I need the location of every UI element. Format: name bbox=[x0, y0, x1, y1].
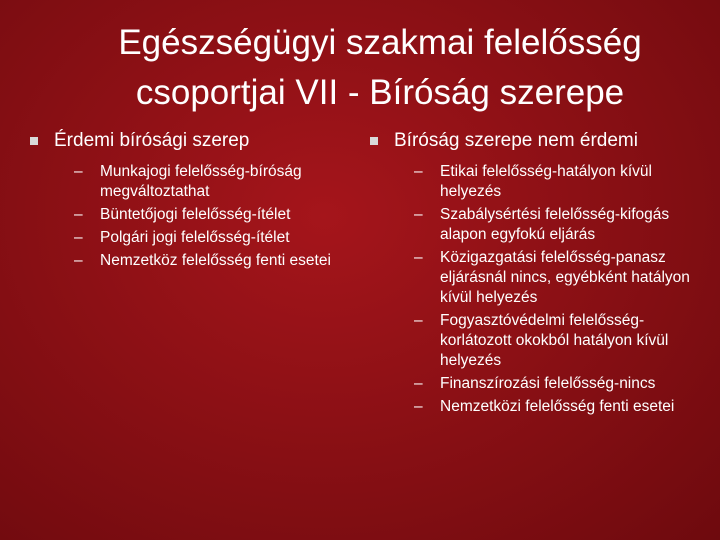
dash-bullet-icon: – bbox=[414, 163, 423, 180]
slide-title bbox=[40, 18, 720, 118]
list-item: – Közigazgatási felelősség-panasz eljárásnál nincs, egyébként hatályon kívül helyezés bbox=[414, 249, 690, 306]
dash-bullet-icon: – bbox=[414, 206, 423, 223]
left-sub-list bbox=[30, 162, 340, 271]
left-bullet bbox=[30, 128, 340, 154]
slide-title-line-1: Egészségügyi szakmai felelősség bbox=[118, 23, 642, 62]
dash-bullet-icon: – bbox=[74, 206, 83, 223]
list-item: – Finanszírozási felelősség-nincs bbox=[414, 375, 656, 392]
dash-bullet-icon: – bbox=[414, 312, 423, 329]
right-column bbox=[370, 128, 690, 420]
square-bullet-icon bbox=[30, 137, 38, 145]
list-item: – Munkajogi felelősség-bíróság megváltoztathat bbox=[74, 163, 302, 200]
list-item: – Polgári jogi felelősség-ítélet bbox=[74, 229, 290, 246]
list-item: – Nemzetközi felelősség fenti esetei bbox=[414, 398, 675, 415]
right-sub-list bbox=[370, 162, 690, 417]
right-bullet bbox=[370, 128, 690, 154]
dash-bullet-icon: – bbox=[414, 375, 423, 392]
dash-bullet-icon: – bbox=[414, 249, 423, 266]
list-item: – Etikai felelősség-hatályon kívül helyezés bbox=[414, 163, 652, 200]
list-item: – Nemzetköz felelősség fenti esetei bbox=[74, 252, 331, 269]
list-item: – Szabálysértési felelősség-kifogás alapon egyfokú eljárás bbox=[414, 206, 670, 243]
left-bullet-heading: Érdemi bírósági szerep bbox=[54, 130, 250, 151]
dash-bullet-icon: – bbox=[74, 252, 83, 269]
left-column bbox=[30, 128, 340, 274]
square-bullet-icon bbox=[370, 137, 378, 145]
dash-bullet-icon: – bbox=[74, 229, 83, 246]
dash-bullet-icon: – bbox=[414, 398, 423, 415]
right-bullet-heading: Bíróság szerepe nem érdemi bbox=[394, 130, 638, 151]
slide-title-line-2: csoportjai VII - Bíróság szerepe bbox=[135, 73, 625, 112]
dash-bullet-icon: – bbox=[74, 163, 83, 180]
list-item: – Fogyasztóvédelmi felelősség-korlátozott okokból hatályon kívül helyezés bbox=[414, 312, 669, 369]
list-item: – Büntetőjogi felelősség-ítélet bbox=[74, 206, 291, 223]
